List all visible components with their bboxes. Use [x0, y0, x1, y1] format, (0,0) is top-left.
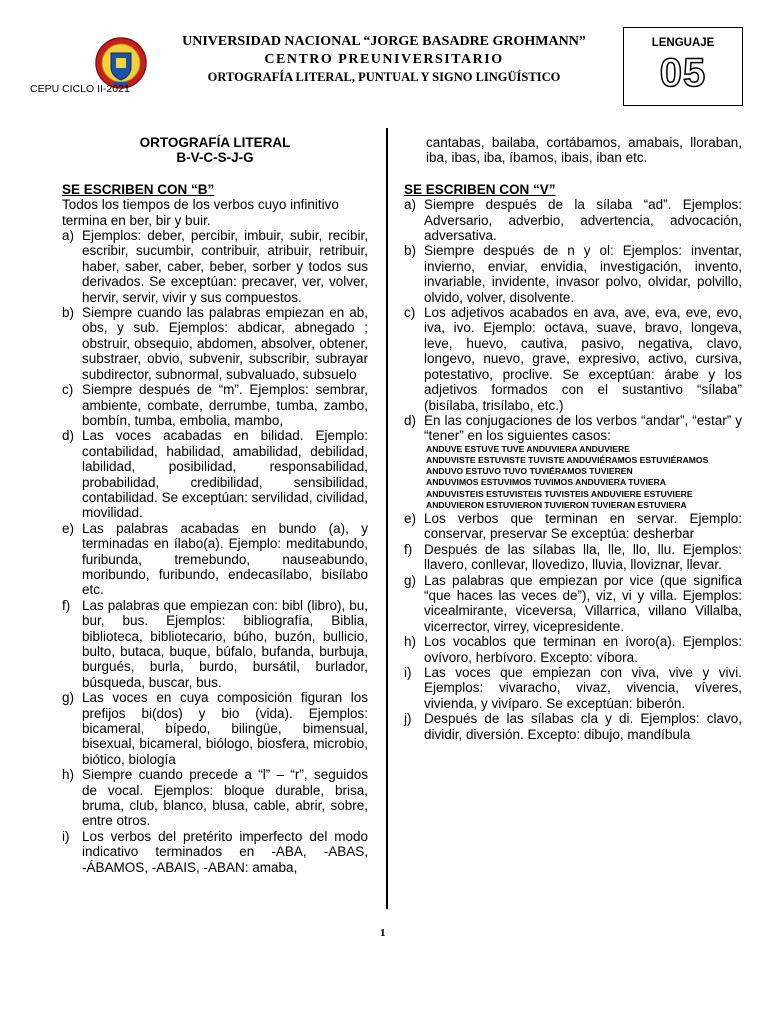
list-item: [62, 829, 368, 875]
item-letter: i): [62, 828, 70, 844]
item-letter: c): [62, 382, 74, 398]
item-letter: f): [62, 597, 71, 613]
section-heading-v: SE ESCRIBEN CON “V”: [404, 181, 556, 197]
item-text: Después de las sílabas lla, lle, llo, llu. Ejemplos: llavero, conllevar, llovedizo, lluvia, lloviznar, llevar.: [424, 541, 742, 573]
item-text: Los adjetivos acabados en ava, ave, eva, eve, evo, iva, ivo. Ejemplo: octava, suave, bravo, longeva, leve, huevo, cautiva, pasivo, negativa, clavo, longevo, nuevo, grave, expresivo, activo, cursiva, potestativo, proclive. Se exceptúan: árabe y los adjetivos formados con el sustantivo “sílaba” (bisílaba, trisílabo, etc.): [424, 305, 742, 413]
item-text: Los verbos del pretérito imperfecto del modo indicativo terminados en -ABA, -ABAS, -ÁBAMOS, -ABAIS, -ABAN: amaba,: [82, 828, 368, 875]
section-title: ORTOGRAFÍA LITERAL: [139, 135, 291, 150]
university-name: UNIVERSIDAD NACIONAL “JORGE BASADRE GROHMANN”: [182, 34, 586, 49]
section-heading-b: SE ESCRIBEN CON “B”: [62, 181, 215, 197]
rule-list-v-continued: [404, 511, 742, 742]
item-letter: g): [404, 572, 417, 588]
list-item: [404, 305, 742, 413]
list-item: [404, 665, 742, 711]
conjugation-list: [404, 444, 742, 511]
conjugation-line: ANDUVIMOS ESTUVIMOS TUVIMOS ANDUVIERA TUVIERA: [426, 477, 667, 488]
page-number: 1: [380, 927, 386, 939]
list-item: [62, 382, 368, 428]
conjugation-line: ANDUVISTE ESTUVISTE TUVISTE ANDUVIÉRAMOS ESTUVIÉRAMOS: [426, 454, 709, 465]
item-letter: e): [62, 520, 75, 536]
lesson-number: 05: [659, 51, 707, 95]
item-letter: f): [404, 541, 413, 557]
item-letter: g): [62, 690, 75, 706]
item-text: Los verbos que terminan en servar. Ejemplo: conservar, preservar Se exceptúa: desherbar: [424, 510, 742, 542]
conjugation-line: ANDUVISTEIS ESTUVISTEIS TUVISTEIS ANDUVIERE ESTUVIERE: [426, 488, 693, 499]
course-name: LENGUAJE: [651, 37, 715, 49]
list-item: [404, 511, 742, 542]
item-letter: a): [62, 228, 75, 244]
list-item: [62, 767, 368, 829]
item-letter: d): [404, 412, 417, 428]
item-text: Las palabras que empiezan con: bibl (libro), bu, bur, bus. Ejemplos: bibliografía, Biblia, biblioteca, bibliotecario, búho, buzón, bullicio, bulto, butaca, buque, búfalo, bufanda, burbuja, burgués, burla, burdo, bursátil, burlador, búsqueda, buscar, bus.: [82, 597, 368, 690]
item-text: En las conjugaciones de los verbos “andar”, “estar” y “tener” en los siguientes casos:: [424, 412, 742, 444]
item-letter: h): [404, 634, 417, 650]
list-item: [62, 228, 368, 305]
item-text: Siempre cuando las palabras empiezan en ab, obs, y sub. Ejemplos: abdicar, abnegado ; obstruir, obsequio, abdomen, absolver, obtener, substraer, obvio, subvenir, subscribir, subrayar subdirector, subnormal, subvaluado, subsuelo: [82, 305, 368, 382]
item-text: Siempre después de n y ol: Ejemplos: inventar, invierno, enviar, envidia, investigación, invento, invariable, invidente, invasor polvo, olvidar, polvillo, olvido, volver, disolvente.: [424, 243, 742, 305]
item-text: Los vocablos que terminan en ívoro(a). Ejemplos: ovívoro, herbívoro. Excepto: víbora.: [424, 634, 742, 665]
conjugation-line: ANDUVIERON ESTUVIERON TUVIERON TUVIERAN ESTUVIERA: [426, 499, 687, 510]
item-letter: e): [404, 510, 417, 526]
item-text: Ejemplos: deber, percibir, imbuir, subir, recibir, escribir, sucumbir, contribuir, atribuir, retribuir, haber, saber, caber, beber, sorber y todos sus derivados. Se exceptúan: precaver, ver, volver, hervir, servir, vivir y sus compuestos.: [82, 228, 368, 305]
conjugation-line: ANDUVO ESTUVO TUVO TUVIÉRAMOS TUVIEREN: [426, 466, 633, 477]
list-item: [62, 598, 368, 690]
section-subtitle: B-V-C-S-J-G: [176, 150, 254, 166]
list-item: [404, 243, 742, 305]
item-text: Las voces que empiezan con viva, vive y vivi. Ejemplos: vivaracho, vivaz, vivencia, víveres, vivienda, y vivíparo. Se exceptúan: biberón.: [424, 665, 742, 711]
list-item: [404, 197, 742, 243]
list-item: [62, 305, 368, 382]
rule-list-v: [404, 197, 742, 444]
item-text: Las voces en cuya composición figuran los prefijos bi(dos) y bio (vida). Ejemplos: bicameral, bípedo, bilingüe, bimensual, bisexual, bicameral, biólogo, biosfera, microbio, biótico, biología: [82, 690, 368, 767]
item-letter: j): [404, 711, 412, 727]
topic-title: ORTOGRAFÍA LITERAL, PUNTUAL Y SIGNO LINGÜÍSTICO: [207, 70, 561, 84]
item-text: Las palabras que empiezan por vice (que significa “que haces las veces de”), viz, vi y villa. Ejemplos: vicealmirante, viceversa, Villarrica, villano Villalba, vicerrector, virrey, vicepresidente.: [424, 572, 742, 634]
list-item: [62, 521, 368, 598]
item-letter: h): [62, 767, 75, 783]
list-item: [404, 573, 742, 635]
item-letter: b): [404, 243, 417, 259]
item-text: Siempre cuando precede a “l” – “r”, seguidos de vocal. Ejemplos: bloque durable, brisa, bruma, club, blanco, blusa, cable, abrir, sobre, entre otros.: [82, 767, 368, 829]
list-item: [62, 428, 368, 520]
item-letter: d): [62, 428, 75, 444]
list-item: [404, 542, 742, 573]
list-item: [404, 413, 742, 444]
column-divider: [386, 128, 388, 909]
intro-text: Todos los tiempos de los verbos cuyo infinitivo termina en ber, bir y buir.: [62, 197, 339, 228]
continued-text: cantabas, bailaba, cortábamos, amabais, lloraban, iba, ibas, iba, íbamos, ibais, iban etc.: [426, 135, 742, 166]
cepu-cycle: CEPU CICLO II-2021: [30, 83, 130, 95]
right-column: [404, 135, 742, 742]
item-letter: b): [62, 305, 75, 321]
item-letter: i): [404, 665, 412, 680]
center-name: CENTRO PREUNIVERSITARIO: [264, 52, 504, 67]
item-text: Siempre después de la sílaba “ad”. Ejemplos: Adversario, adverbio, advertencia, advocación, adversativa.: [424, 197, 742, 244]
item-text: Después de las sílabas cla y di. Ejemplos: clavo, dividir, diversión. Excepto: dibujo, mandíbula: [424, 711, 742, 742]
list-item: [62, 690, 368, 767]
item-text: Siempre después de “m”. Ejemplos: sembrar, ambiente, combate, derrumbe, tumba, zambo, bombín, tumba, embolia, mambo,: [82, 382, 368, 428]
left-column: [62, 135, 368, 875]
course-badge: [623, 27, 743, 106]
item-letter: c): [404, 305, 416, 321]
university-logo: [92, 36, 150, 90]
rule-list-b: [62, 228, 368, 875]
list-item: [404, 634, 742, 665]
item-text: Las voces acabadas en bilidad. Ejemplo: contabilidad, habilidad, amabilidad, debilidad, labilidad, posibilidad, responsabilidad, probabilidad, credibilidad, sensibilidad, contabilidad. Se exceptúan: servilidad, civilidad, movilidad.: [82, 428, 368, 521]
list-item: [404, 711, 742, 742]
item-letter: a): [404, 197, 417, 213]
conjugation-line: ANDUVE ESTUVE TUVE ANDUVIERA ANDUVIERE: [426, 443, 630, 454]
item-text: Las palabras acabadas en bundo (a), y terminadas en ílabo(a). Ejemplo: meditabundo, furibunda, tremebundo, nauseabundo, moribundo, furibundo, endecasílabo, bisílabo etc.: [82, 520, 368, 598]
